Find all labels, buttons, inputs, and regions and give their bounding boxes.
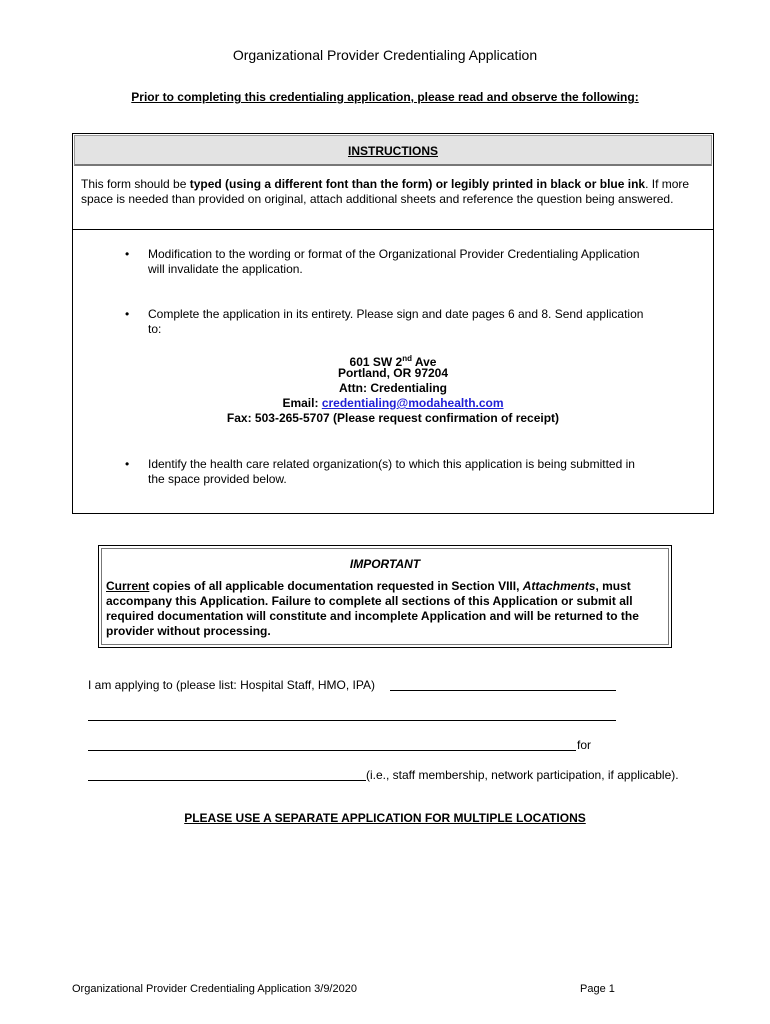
instructions-divider [73,229,713,230]
email-label: Email: [282,396,322,410]
footer-left: Organizational Provider Credentialing Application 3/9/2020 [72,983,357,995]
applying-field-2[interactable] [88,707,616,721]
street-number: 601 SW 2 [349,355,403,369]
applying-field-1[interactable] [390,677,616,691]
street-superscript: nd [402,354,412,363]
bullet-icon: • [125,247,130,261]
applying-field-3[interactable] [88,737,576,751]
address-city: Portland, OR 97204 [337,366,449,380]
instructions-box [72,133,714,514]
street-suffix: Ave [412,355,437,369]
intro-text-end: . If more space is needed than provided on original, attach additional sheets and reference the question being answered. [81,177,690,206]
applying-label: I am applying to (please list: Hospital Staff, HMO, IPA) [88,678,376,692]
for-label: for [577,738,592,752]
bullet-icon: • [125,457,130,471]
instruction-bullet-complete: Complete the application in its entirety. Please sign and date pages 6 and 8. Send application to: [148,307,644,336]
current-word: Current [106,579,150,593]
instruction-bullet-modification: Modification to the wording or format of the Organizational Provider Credentialing Application will invalidate the application. [148,247,640,276]
important-text-end: , must accompany this Application. Failure to complete all sections of this Application or submit all required documentation will constitute and incomplete Application and will be returned to the provider without processing. [106,579,639,638]
important-box [98,545,672,648]
intro-text: This form should be [81,177,190,191]
email-link[interactable]: credentialing@modahealth.com [321,396,504,410]
applying-field-4[interactable] [88,767,366,781]
instructions-heading: INSTRUCTIONS [74,135,712,166]
address-fax: Fax: 503-265-5707 (Please request confirmation of receipt) [226,411,560,425]
multiple-locations-notice: PLEASE USE A SEPARATE APPLICATION FOR MULTIPLE LOCATIONS [184,811,586,825]
page-number: Page 1 [580,983,615,995]
intro-bold-text: typed (using a different font than the form) or legibly printed in black or blue ink [189,177,646,191]
address-attn: Attn: Credentialing [339,381,447,395]
attachments-word: Attachments [522,579,596,593]
important-text-part: copies of all applicable documentation requested in Section VIII, [149,579,523,593]
ie-label: (i.e., staff membership, network participation, if applicable). [366,768,679,782]
instruction-bullet-identify: Identify the health care related organization(s) to which this application is being submitted in the space provided below. [148,457,635,486]
prior-notice: Prior to completing this credentialing application, please read and observe the following: [131,90,639,104]
bullet-icon: • [125,307,130,321]
important-text [106,579,665,639]
document-title: Organizational Provider Credentialing Application [232,47,538,63]
address-email [73,396,713,411]
instructions-intro [81,177,693,207]
important-heading: IMPORTANT [349,557,421,571]
